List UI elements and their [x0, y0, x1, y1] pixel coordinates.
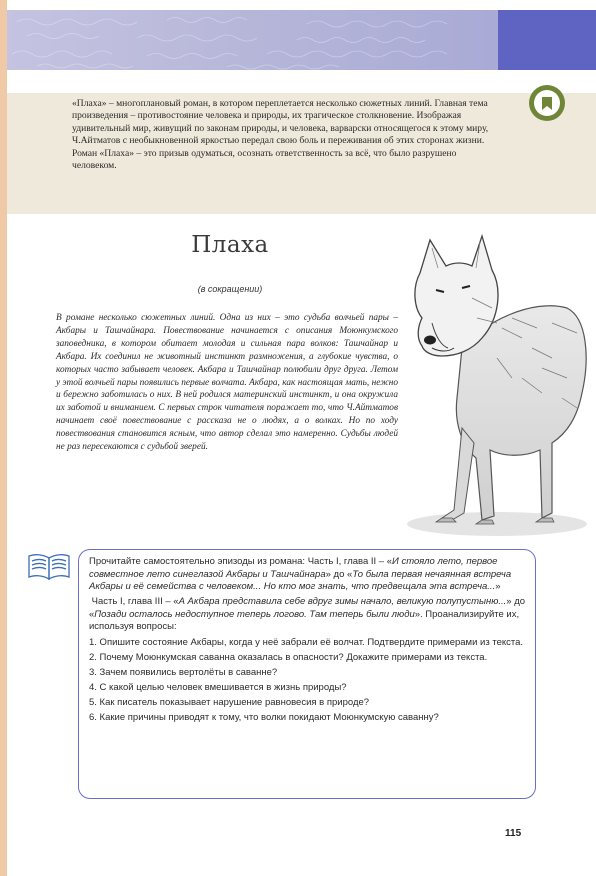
story-summary	[56, 312, 398, 454]
task-intro-text: » до «	[89, 596, 526, 620]
intro-paragraph: «Плаха» – многоплановый роман, в котором переплетается несколько сюжетных линий. Главная тема произведения – противостояние человека и природы, их трагическое столкновение. Изображая удивительный мир, живущий по законам природы, и человека, варварски относящегося к этому миру, Ч.Айтматов с необыкновенной яркостью передал свою боль и переживания об этих сторонах жизни.	[72, 98, 489, 147]
task-intro-text: Прочитайте самостоятельно эпизоды из романа: Часть I, глава II – «	[89, 556, 393, 567]
header-accent-block	[498, 10, 596, 70]
task-quote: И стояло лето, первое совместное лето синеглазой Акбары и Ташчайнара	[89, 556, 498, 580]
task-quote: Позади осталось недоступное теперь логово. Там теперь были люди	[94, 608, 415, 620]
bookmark-icon[interactable]	[529, 85, 565, 121]
page-number: 115	[505, 828, 522, 839]
intro-text	[72, 98, 500, 172]
task-intro-part2	[89, 596, 533, 634]
wolf-illustration	[402, 228, 592, 546]
page-title: Плаха	[191, 232, 269, 258]
task-intro-text: Часть I, глава III – «	[91, 596, 179, 608]
question-item: 1. Опишите состояние Акбары, когда у неё забрали её волчат. Подтвердите примерами из текста.	[89, 636, 524, 648]
question-list	[89, 637, 533, 725]
header-band	[7, 10, 498, 70]
task-intro-text: »	[495, 581, 501, 593]
bookmark-glyph-icon	[541, 96, 553, 111]
bookmark-ring	[534, 90, 560, 116]
story-paragraph: В романе несколько сюжетных линий. Одна из них – это судьба волчьей пары – Акбары и Ташчайнара. Повествование начинается с описания Моюнкумского заповедника, в котором обитает молодая и сильная пара волков: Ташчайнар и Акбара. Их соединил не животный инстинкт размножения, а глубокие чувства, о которых часто забывает человек. Акбара и Ташчайнар полюбили друг друга. Летом у этой волчьей пары появились первые волчата. Акбара, как настоящая мать, нежно и бережно заботилась о них. В ней родился материнский инстинкт, и она окружила их заботой и вниманием. С первых строк читателя поражает то, что Ч.Айтматов начинает своё повествование с рассказа не о людях, а о волках. Но по ходу повествования становится ясным, что автор сделал это намеренно. Судьбы людей не раз пересекаются с судьбой зверей.	[56, 313, 398, 453]
task-text	[89, 556, 533, 727]
page-subtitle: (в сокращении)	[197, 284, 263, 294]
intro-paragraph: Роман «Плаха» – это призыв одуматься, осознать ответственность за всё, что было разрушено человеком.	[72, 147, 457, 172]
task-quote: То была первая нечаянная встреча Акбары и её семейства с человеком... Но кто мог знать, что предвещала эта встреча...	[89, 568, 512, 593]
task-intro-text: » до «	[325, 568, 353, 580]
question-item: 2. Почему Моюнкумская саванна оказалась в опасности? Докажите примерами из текста.	[89, 651, 488, 663]
question-item: 4. С какой целью человек вмешивается в жизнь природы?	[89, 681, 347, 693]
task-intro-text: ». Проанализируйте их, используя вопросы:	[89, 608, 520, 633]
question-item: 6. Какие причины приводят к тому, что волки покидают Моюнкумскую саванну?	[89, 712, 439, 724]
question-item: 3. Зачем появились вертолёты в саванне?	[89, 666, 278, 678]
task-quote: А Акбара представила себе вдруг зимы начало, великую полупустыню...	[178, 596, 507, 608]
task-intro	[89, 556, 533, 594]
page-edge-stripe	[0, 0, 7, 876]
open-book-icon	[26, 553, 72, 581]
handwriting-pattern	[7, 10, 498, 70]
question-item: 5. Как писатель показывает нарушение равновесия в природе?	[89, 696, 370, 708]
